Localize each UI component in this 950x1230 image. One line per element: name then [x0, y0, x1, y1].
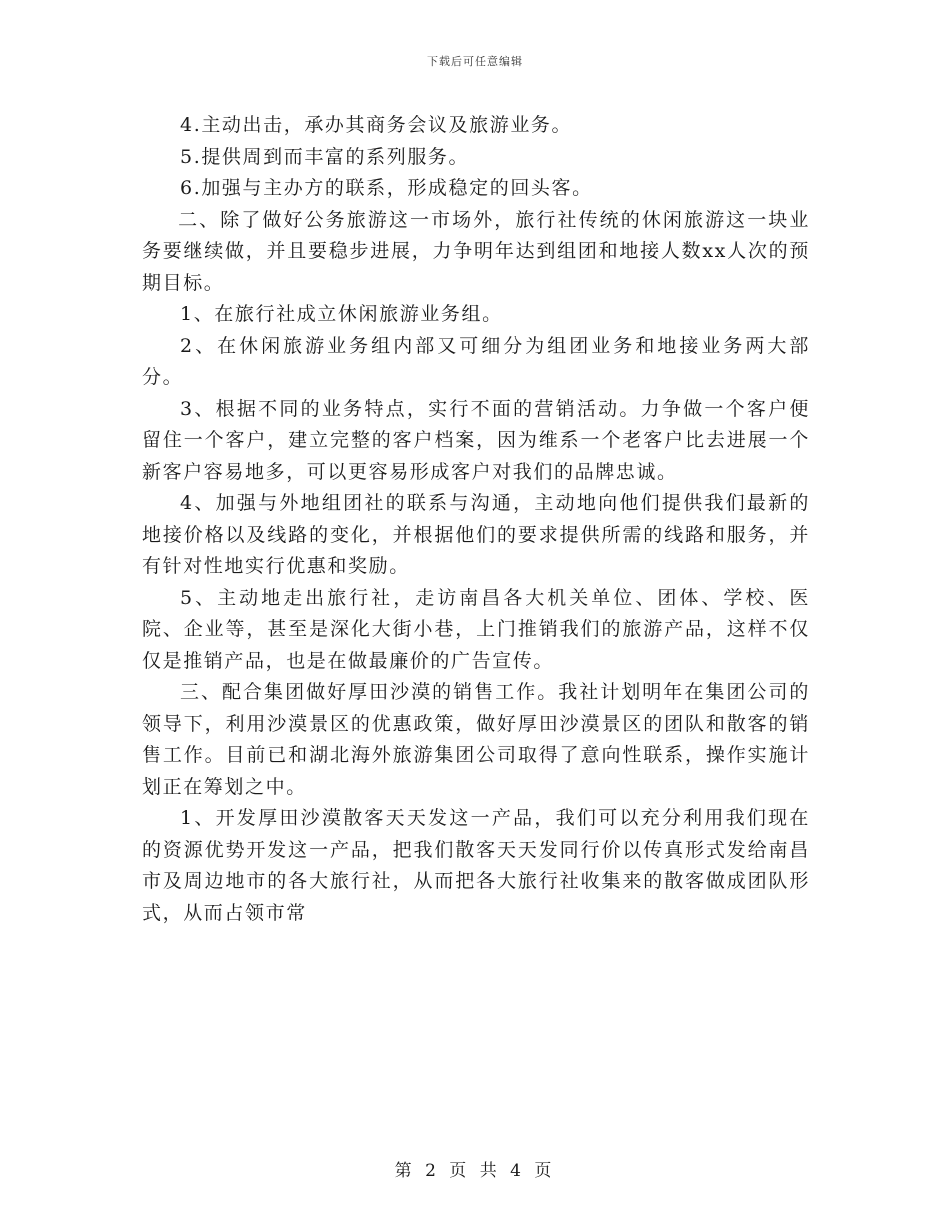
page-header: 下载后可任意编辑 — [427, 55, 523, 68]
paragraph-section-2-item-2: 2、在休闲旅游业务组内部又可细分为组团业务和地接业务两大部分。 — [142, 334, 810, 388]
paragraph-section-2-item-1: 1、在旅行社成立休闲旅游业务组。 — [180, 303, 503, 325]
paragraph-section-3: 三、配合集团做好厚田沙漠的销售工作。我社计划明年在集团公司的领导下，利用沙漠景区的优惠政策，做好厚田沙漠景区的团队和散客的销售工作。目前已和湖北海外旅游集团公司取得了意向性联系，操作实施计划正在筹划之中。 — [142, 681, 810, 798]
paragraph-section-2-item-5: 5、主动地走出旅行社，走访南昌各大机关单位、团体、学校、医院、企业等，甚至是深化大街小巷，上门推销我们的旅游产品，这样不仅仅是推销产品，也是在做最廉价的广告宣传。 — [142, 586, 810, 672]
paragraph-item-5: 5.提供周到而丰富的系列服务。 — [180, 145, 470, 168]
paragraph-section-3-item-1: 1、开发厚田沙漠散客天天发这一产品，我们可以充分利用我们现在的资源优势开发这一产品，把我们散客天天发同行价以传真形式发给南昌市及周边地市的各大旅行社，从而把各大旅行社收集来的散客做成团队形式，从而占领市常 — [142, 807, 810, 924]
paragraph-item-6: 6.加强与主办方的联系，形成稳定的回头客。 — [180, 177, 593, 199]
paragraph-section-2: 二、除了做好公务旅游这一市场外，旅行社传统的休闲旅游这一块业务要继续做，并且要稳步进展，力争明年达到组团和地接人数xx人次的预期目标。 — [142, 208, 810, 294]
document-body — [142, 110, 810, 929]
paragraph-section-2-item-3: 3、根据不同的业务特点，实行不面的营销活动。力争做一个客户便留住一个客户，建立完整的客户档案，因为维系一个老客户比去进展一个新客户容易地多，可以更容易形成客户对我们的品牌忠诚。 — [142, 397, 810, 483]
paragraph-item-4: 4.主动出击，承办其商务会议及旅游业务。 — [180, 114, 573, 136]
page-number-footer: 第 2 页 共 4 页 — [394, 1161, 556, 1181]
paragraph-section-2-item-4: 4、加强与外地组团社的联系与沟通，主动地向他们提供我们最新的地接价格以及线路的变化，并根据他们的要求提供所需的线路和服务，并有针对性地实行优惠和奖励。 — [142, 492, 810, 577]
